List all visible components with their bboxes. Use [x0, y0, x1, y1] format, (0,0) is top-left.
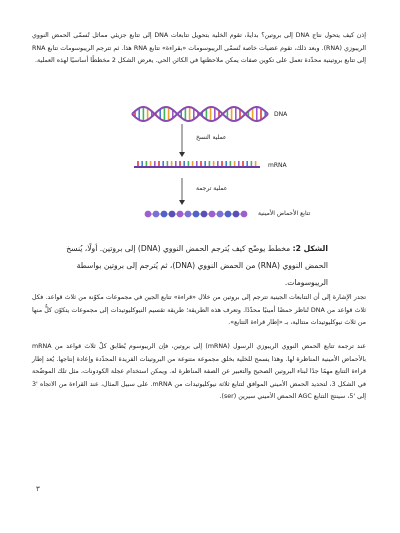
dna-double-helix	[132, 107, 268, 121]
amino-acid-chain	[145, 211, 248, 218]
amino-acid-bead	[209, 211, 216, 218]
amino-chain-label: تتابع الأحماض الأمينية	[258, 210, 311, 217]
transcription-arrow	[179, 124, 185, 157]
amino-acid-bead	[185, 211, 192, 218]
amino-acid-bead	[161, 211, 168, 218]
transcription-label: عملية النسخ	[196, 134, 227, 141]
caption-text: مخطط يوضّح كيف يُترجم الحمض النووي (DNA) إلى بروتين. أولًا، يُنسخ الحمض النووي (RNA) من الحمض النووي (DNA)، ثم يُترجم إلى بروتين بواسطة الريبوسومات.	[66, 244, 328, 287]
amino-acid-bead	[145, 211, 152, 218]
dna-label: DNA	[274, 111, 288, 118]
amino-acid-bead	[193, 211, 200, 218]
amino-acid-bead	[177, 211, 184, 218]
intro-paragraph: إذن كيف يتحول نتاج DNA إلى بروتين؟ بدايةً، تقوم الخلية بتحويل تتابعات DNA إلى تتابع جزيئي مماثل تُسمّى الحمض النووي الريبوزي (RNA). وبعد ذلك، تقوم عضيات خاصة تُسمّى الريبوسومات «بقراءة» تتابع RNA هذا. ثم تترجم الريبوسومات تتابع RNA إلى تتابع بروتينية محدّدة تعمل على تكوين صفات يمكن ملاحظتها في الكائن الحي. يعرض الشكل 2 مخططًا أساسيًا لهذه العملية.	[32, 32, 366, 65]
caption-label: الشكل 2:	[292, 244, 328, 253]
amino-acid-bead	[241, 211, 248, 218]
amino-acid-bead	[153, 211, 160, 218]
mrna-label: mRNA	[268, 162, 287, 169]
paragraph-codon-wheel: عند ترجمة تتابع الحمض النووي الريبوزي الرسول (mRNA) إلى بروتين، فإن الريبوسوم يُطابق كلّ ثلاث قواعد من mRNA بالأحماض الأمينية المناظرة لها. وهذا يسمح للخلية بخلق مجموعة متنوعة من البروتينات الفريدة المحدّدة وإعادة إنتاجها. يُعد إطار قراءة التتابع مهمًا جدًا لبناء البروتين الصحيح والتعبير عن الصفة المناظرة له. ويمكن استخدام عجلة الكودونات، مثل تلك الموضّحة في الشكل 3، لتحديد الحمض الأميني الموافق لتتابع ثلاثة نيوكليوتيدات من mRNA. على سبيل المثال، عند القراءة من الاتجاه '3 إلى '5، سينتج التتابع AGC الحمض الأميني سيرين (ser).	[32, 343, 367, 401]
amino-acid-bead	[233, 211, 240, 218]
page-number: ٣	[36, 485, 40, 493]
translation-arrow	[179, 178, 185, 205]
amino-acid-bead	[217, 211, 224, 218]
paragraph-reading-frame: تجدر الإشارة إلى أن التتابعات الجينية تترجم إلى بروتين من خلال «قراءة» تتابع الجين في مجموعات مكوّنة من ثلاث قواعد. فكل ثلاث قواعد من DNA تُناظر حمضًا أمينيًا محدّدًا. وتعرف هذه الطريقة؛ طريقة تقسيم النيوكليوتيدات إلى مجموعات يتكوّن كلٌّ منها من ثلاث نيوكليوتيدات متتالية، بـ «إطار قراءة التتابع».	[32, 294, 367, 327]
figure-caption	[66, 240, 328, 291]
figure-dna-to-protein	[118, 98, 328, 228]
amino-acid-bead	[201, 211, 208, 218]
figure-diagram	[118, 98, 328, 228]
translation-label: عملية ترجمة	[196, 185, 228, 192]
amino-acid-bead	[169, 211, 176, 218]
mrna-strand	[134, 161, 260, 167]
amino-acid-bead	[225, 211, 232, 218]
